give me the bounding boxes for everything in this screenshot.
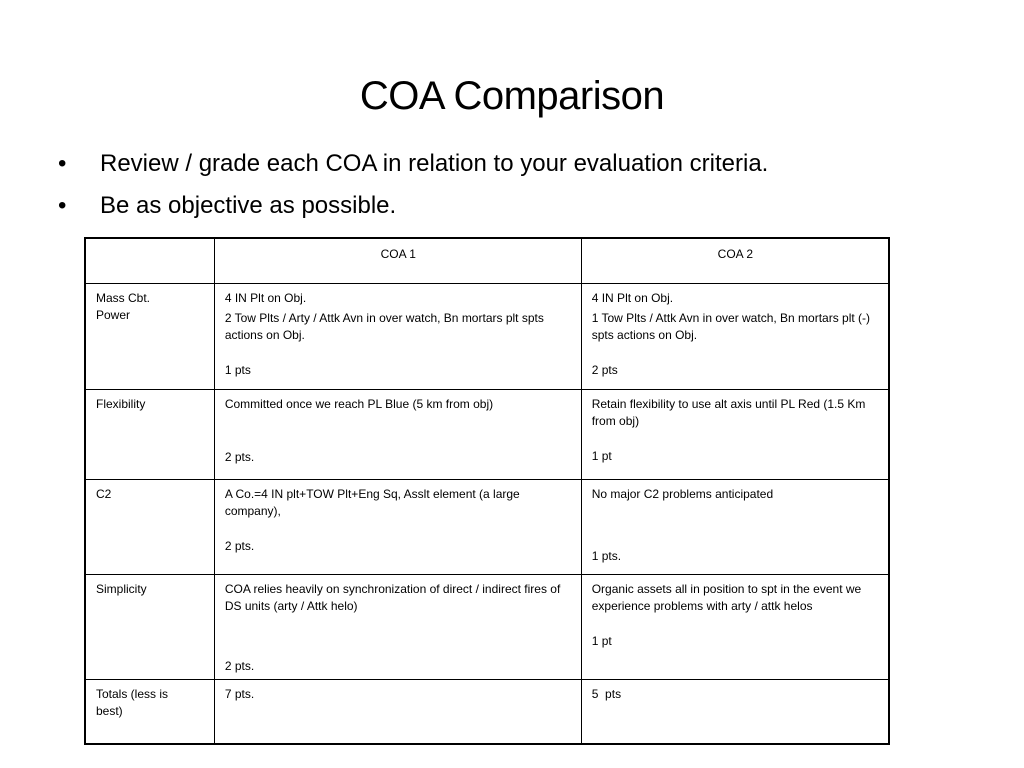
cell-line: 5 pts <box>591 686 622 701</box>
cell-points: 2 pts. <box>224 658 255 673</box>
criterion-cell <box>85 479 214 574</box>
table-row <box>85 679 889 744</box>
cell-points: 2 pts. <box>224 449 255 464</box>
criterion-label: C2 <box>96 486 112 501</box>
bullet-list <box>58 143 768 227</box>
cell-points: 1 pt <box>591 448 612 463</box>
coa2-cell <box>581 389 889 479</box>
header-cell-coa2: COA 2 <box>581 238 889 283</box>
criterion-label: Mass Cbt. Power <box>96 290 151 322</box>
cell-points: 2 pts <box>591 362 618 377</box>
coa1-cell <box>214 574 581 679</box>
criterion-cell <box>85 679 214 744</box>
criterion-cell <box>85 389 214 479</box>
table-header-row <box>85 238 889 283</box>
bullet-dot-icon: • <box>58 150 67 177</box>
cell-line: 2 Tow Plts / Arty / Attk Avn in over watch, Bn mortars plt spts actions on Obj. <box>224 310 544 342</box>
coa-comparison-table <box>84 237 890 745</box>
table-row <box>85 283 889 389</box>
cell-line: Committed once we reach PL Blue (5 km from obj) <box>224 396 494 411</box>
table-row <box>85 479 889 574</box>
cell-line: 1 Tow Plts / Attk Avn in over watch, Bn mortars plt (-) spts actions on Obj. <box>591 310 871 342</box>
coa2-cell <box>581 679 889 744</box>
coa1-cell <box>214 283 581 389</box>
cell-points: 1 pts <box>224 362 251 377</box>
criterion-cell <box>85 283 214 389</box>
header-cell-coa1: COA 1 <box>214 238 581 283</box>
coa1-cell <box>214 479 581 574</box>
table-row <box>85 389 889 479</box>
coa1-cell <box>214 679 581 744</box>
header-cell-empty <box>85 238 214 283</box>
table-row <box>85 574 889 679</box>
coa1-cell <box>214 389 581 479</box>
cell-line: 4 IN Plt on Obj. <box>591 290 674 305</box>
coa2-cell <box>581 574 889 679</box>
coa2-cell <box>581 283 889 389</box>
bullet-item <box>58 185 768 227</box>
cell-points: 1 pts. <box>591 548 622 563</box>
criterion-label: Simplicity <box>96 581 147 596</box>
slide-title: COA Comparison <box>359 74 665 118</box>
cell-points: 2 pts. <box>224 538 255 553</box>
criterion-label: Flexibility <box>96 396 146 411</box>
criterion-label: Totals (less is best) <box>96 686 169 718</box>
cell-line: 7 pts. <box>224 686 255 701</box>
bullet-dot-icon: • <box>58 192 67 219</box>
cell-line: No major C2 problems anticipated <box>591 486 774 501</box>
criterion-cell <box>85 574 214 679</box>
bullet-item <box>58 143 768 185</box>
bullet-text: Review / grade each COA in relation to your evaluation criteria. <box>100 150 769 177</box>
cell-line: 4 IN Plt on Obj. <box>224 290 307 305</box>
bullet-text: Be as objective as possible. <box>100 192 397 219</box>
cell-line: Organic assets all in position to spt in the event we experience problems with arty / attk helos <box>591 581 862 613</box>
cell-line: A Co.=4 IN plt+TOW Plt+Eng Sq, Asslt element (a large company), <box>224 486 520 518</box>
cell-line: Retain flexibility to use alt axis until PL Red (1.5 Km from obj) <box>591 396 866 428</box>
cell-line: COA relies heavily on synchronization of direct / indirect fires of DS units (arty / Attk helo) <box>224 581 561 613</box>
cell-points: 1 pt <box>591 633 612 648</box>
coa2-cell <box>581 479 889 574</box>
